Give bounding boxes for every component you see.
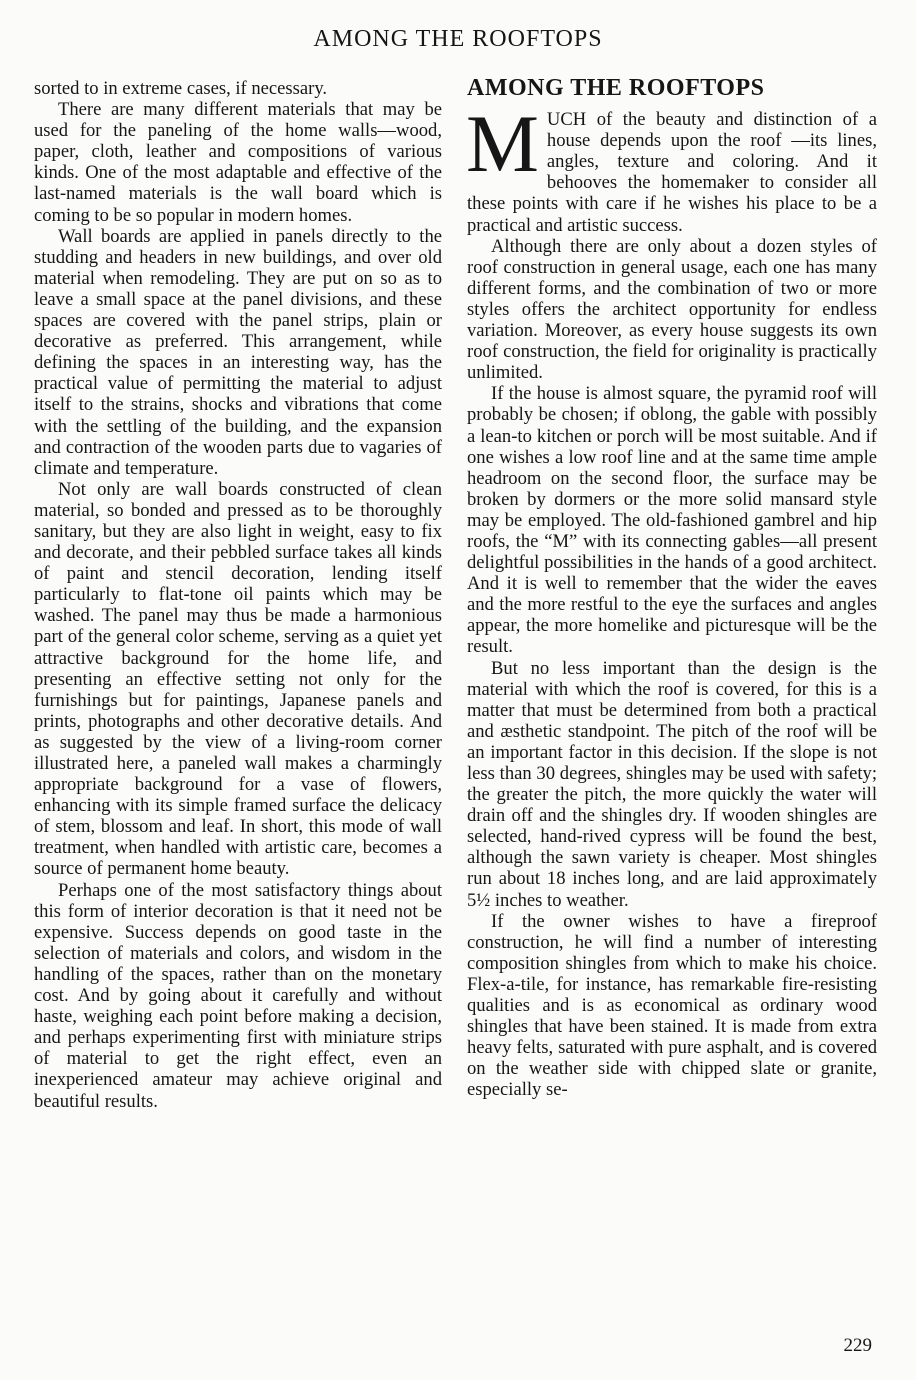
lead-paragraph-text: UCH of the beauty and distinction of a house depends upon the roof —its lines, angles, texture and coloring. And it behooves the homemaker to consider all these points with care if he wishes his place to be a practical and artistic success. [467, 109, 877, 236]
running-head: AMONG THE ROOFTOPS [313, 26, 603, 52]
right-column [466, 75, 877, 1101]
paragraph: But no less important than the design is the material with which the roof is covered, for this is a matter that must be determined from both a practical and æsthetic standpoint. The pitch of the roof will be an important factor in this decision. If the slope is not less than 30 degrees, shingles may be used with safety; the greater the pitch, the more quickly the water will drain off and the shingles dry. If wooden shingles are selected, hand-rived cypress will be found the best, although the sawn variety is cheaper. Most shingles run about 18 inches long, and are laid approximately 5½ inches to weather. [467, 657, 877, 911]
article-title: AMONG THE ROOFTOPS [467, 75, 765, 101]
paragraph: Wall boards are applied in panels directly to the studding and headers in new buildings, and over old material when remodeling. They are put on so as to leave a small space at the panel divisions, and these spaces are covered with the panel strips, plain or decorative as preferred. This arrangement, while defining the spaces in an interesting way, has the practical value of permitting the material to adjust itself to the strains, shocks and vibrations that come with the settling of the building, and the expansion and contraction of the wooden parts due to vagaries of climate and temperature. [34, 225, 442, 479]
drop-cap: M [466, 98, 539, 190]
paragraph: There are many different materials that may be used for the paneling of the home walls—wood, paper, cloth, leather and compositions of various kinds. One of the most adaptable and effective of the last-named materials is the wall board which is coming to be so popular in modern homes. [34, 99, 442, 226]
paragraph: If the owner wishes to have a fireproof construction, he will find a number of interesting composition shingles from which to make his choice. Flex-a-tile, for instance, has remarkable fire-resisting qualities and is as economical as ordinary wood shingles that have been stained. It is made from extra heavy felts, saturated with pure asphalt, and is covered on the weather side with chipped slate or granite, especially se- [467, 910, 877, 1101]
paragraph: Perhaps one of the most satisfactory things about this form of interior decoration is that it need not be expensive. Success depends on good taste in the selection of materials and colors, and wisdom in the handling of the spaces, rather than on the monetary cost. And by going about it carefully and without haste, weighing each point before making a decision, and perhaps experimenting first with miniature strips of material to get the right effect, even an inexperienced amateur may achieve original and beautiful results. [34, 879, 442, 1112]
paragraph: If the house is almost square, the pyramid roof will probably be chosen; if oblong, the gable with possibly a lean-to kitchen or porch will be most suitable. And if one wishes a low roof line and at the same time ample headroom on the second floor, the surface may be broken by dormers or the more solid mansard style may be employed. The old-fashioned gambrel and hip roofs, the “M” with its connecting gables—all present delightful possibilities in the hands of a good architect. And it is well to remember that the wider the eaves and the more restful to the eye the surfaces and angles appear, the more homelike and picturesque will be the result. [467, 383, 877, 658]
page-number: 229 [843, 1335, 872, 1356]
paragraph: sorted to in extreme cases, if necessary. [34, 78, 328, 99]
paragraph: Not only are wall boards constructed of clean material, so bonded and pressed as to be thoroughly sanitary, but they are also light in weight, easy to fix and decorate, and their pebbled surface takes all kinds of paint and stencil decoration, lending itself particularly to flat-tone oil paints which may be washed. The panel may thus be made a harmonious part of the general color scheme, serving as a quiet yet attractive background for the home life, and presenting an effective setting not only for the furnishings but for paintings, Japanese panels and prints, photographs and other decorative details. And as suggested by the view of a living-room corner illustrated here, a paneled wall makes a charmingly appropriate background for a vase of flowers, enhancing with its simple framed surface the delicacy of stem, blossom and leaf. In short, this mode of wall treatment, when handled with artistic care, becomes a source of permanent home beauty. [34, 478, 442, 880]
paragraph: Although there are only about a dozen styles of roof construction in general usage, each one has many different forms, and the combination of two or more styles offers the architect opportunity for endless variation. Moreover, as every house suggests its own roof construction, the field for originality is practically unlimited. [467, 235, 877, 384]
lead-paragraph [466, 98, 877, 236]
left-column [34, 78, 442, 1112]
